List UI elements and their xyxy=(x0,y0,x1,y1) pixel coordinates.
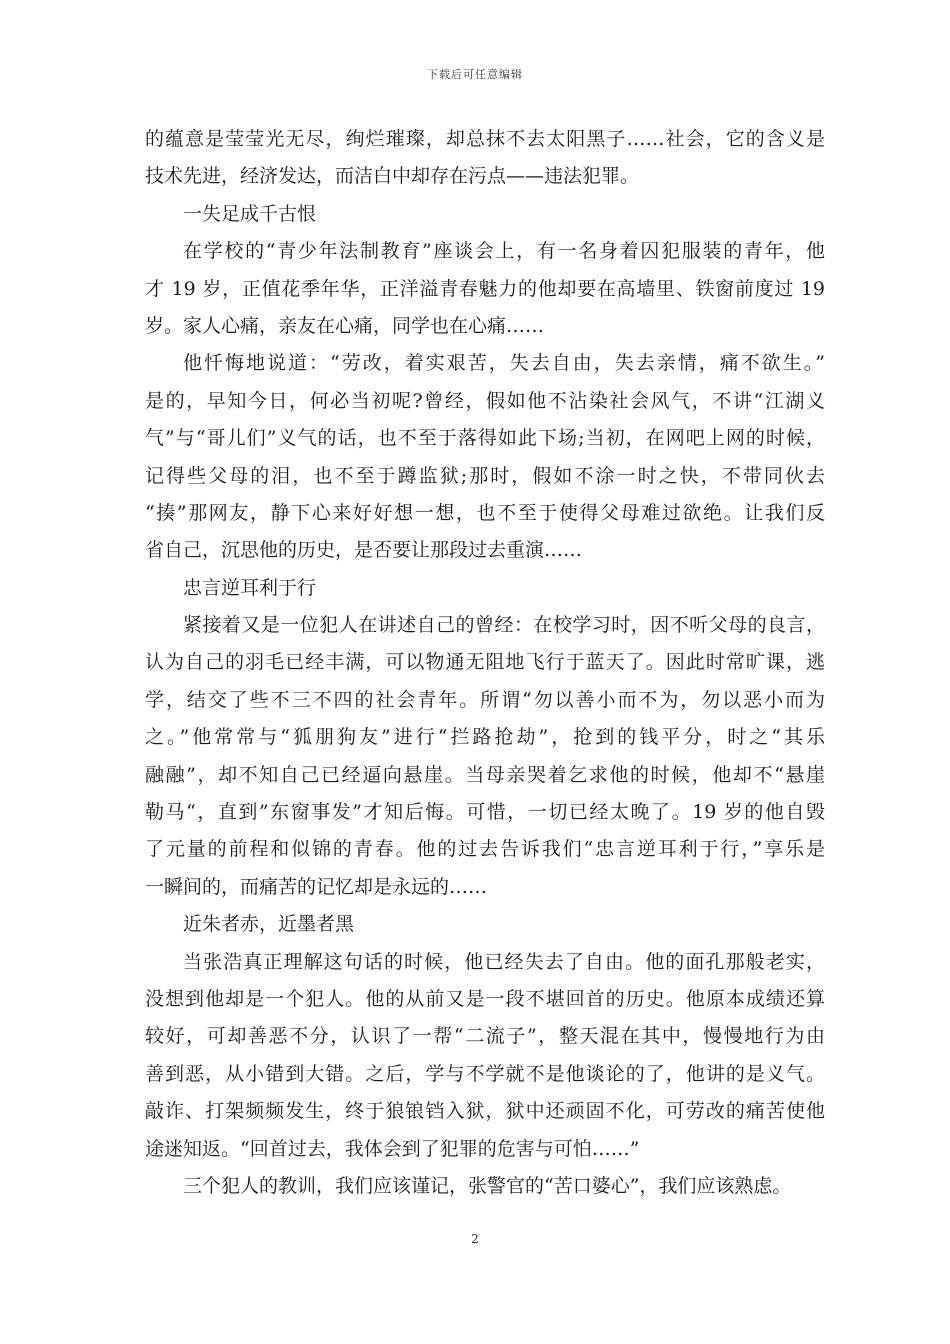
text-line: 记得些父母的泪，也不至于蹲监狱;那时，假如不涂一时之快，不带同伙去 xyxy=(145,464,825,487)
page-number: 2 xyxy=(471,1232,479,1246)
text-line: 没想到他却是一个犯人。他的从前又是一段不堪回首的历史。他原本成绩还算 xyxy=(145,987,825,1010)
text-line: 一瞬间的，而痛苦的记忆却是永远的…… xyxy=(145,875,488,898)
text-line: 之。”他常常与“狐朋狗友”进行“拦路抢劫”，抢到的钱平分，时之“其乐 xyxy=(145,726,825,749)
text-line: 一失足成千古恨 xyxy=(183,202,317,225)
text-line: 技术先进，经济发达，而洁白中却存在污点——违法犯罪。 xyxy=(145,165,640,188)
text-line: 较好，可却善恶不分，认识了一帮“二流子”，整天混在其中，慢慢地行为由 xyxy=(145,1025,825,1048)
text-line: 认为自己的羽毛已经丰满，可以物通无阻地飞行于蓝天了。因此时常旷课，逃 xyxy=(145,651,825,674)
text-line: 他忏悔地说道：“劳改，着实艰苦，失去自由，失去亲情，痛不欲生。” xyxy=(183,352,825,375)
text-line: 才 19 岁，正值花季年华，正洋溢青春魅力的他却要在高墙里、铁窗前度过 19 xyxy=(145,277,825,300)
text-line: 岁。家人心痛，亲友在心痛，同学也在心痛…… xyxy=(145,314,545,337)
text-line: 是的，早知今日，何必当初呢?曾经，假如他不沾染社会风气，不讲“江湖义 xyxy=(145,389,825,412)
text-line: “揍”那网友，静下心来好好想一想，也不至于使得父母难过欲绝。让我们反 xyxy=(145,501,825,524)
text-line: 善到恶，从小错到大错。之后，学与不学就不是他谈论的了，他讲的是义气。 xyxy=(145,1062,825,1085)
text-line: 在学校的“青少年法制教育”座谈会上，有一名身着囚犯服装的青年，他 xyxy=(183,240,825,263)
text-line: 省自己，沉思他的历史，是否要让那段过去重演…… xyxy=(145,539,583,562)
text-line: 的蕴意是莹莹光无尽，绚烂璀璨，却总抹不去太阳黑子……社会，它的含义是 xyxy=(145,128,825,150)
text-line: 途迷知返。“回首过去，我体会到了犯罪的危害与可怕……” xyxy=(145,1137,640,1160)
text-line: 近朱者赤，近墨者黑 xyxy=(183,913,355,936)
text-line: 勒马“，直到”东窗事发”才知后悔。可惜，一切已经太晚了。19 岁的他自毁 xyxy=(145,801,825,824)
text-line: 紧接着又是一位犯人在讲述自己的曾经：在校学习时，因不听父母的良言， xyxy=(183,614,825,637)
text-line: 三个犯人的教训，我们应该谨记，张警官的“苦口婆心”，我们应该熟虑。 xyxy=(183,1174,792,1197)
text-line: 学，结交了些不三不四的社会青年。所谓“勿以善小而不为，勿以恶小而为 xyxy=(145,688,825,711)
page-header: 下载后可任意编辑 xyxy=(427,68,523,81)
text-line: 气”与“哥儿们”义气的话，也不至于落得如此下场;当初，在网吧上网的时候， xyxy=(145,427,825,450)
document-body xyxy=(145,121,825,1205)
text-line: 融融”，却不知自己已经逼向悬崖。当母亲哭着乞求他的时候，他却不“悬崖 xyxy=(145,763,825,786)
text-line: 敲诈、打架频频发生，终于狼锒铛入狱，狱中还顽固不化，可劳改的痛苦使他 xyxy=(145,1100,825,1123)
text-line: 忠言逆耳利于行 xyxy=(183,576,317,599)
text-line: 了元量的前程和似锦的青春。他的过去告诉我们“忠言逆耳利于行，”享乐是 xyxy=(145,838,825,861)
text-line: 当张浩真正理解这句话的时候，他已经失去了自由。他的面孔那般老实， xyxy=(183,950,825,973)
